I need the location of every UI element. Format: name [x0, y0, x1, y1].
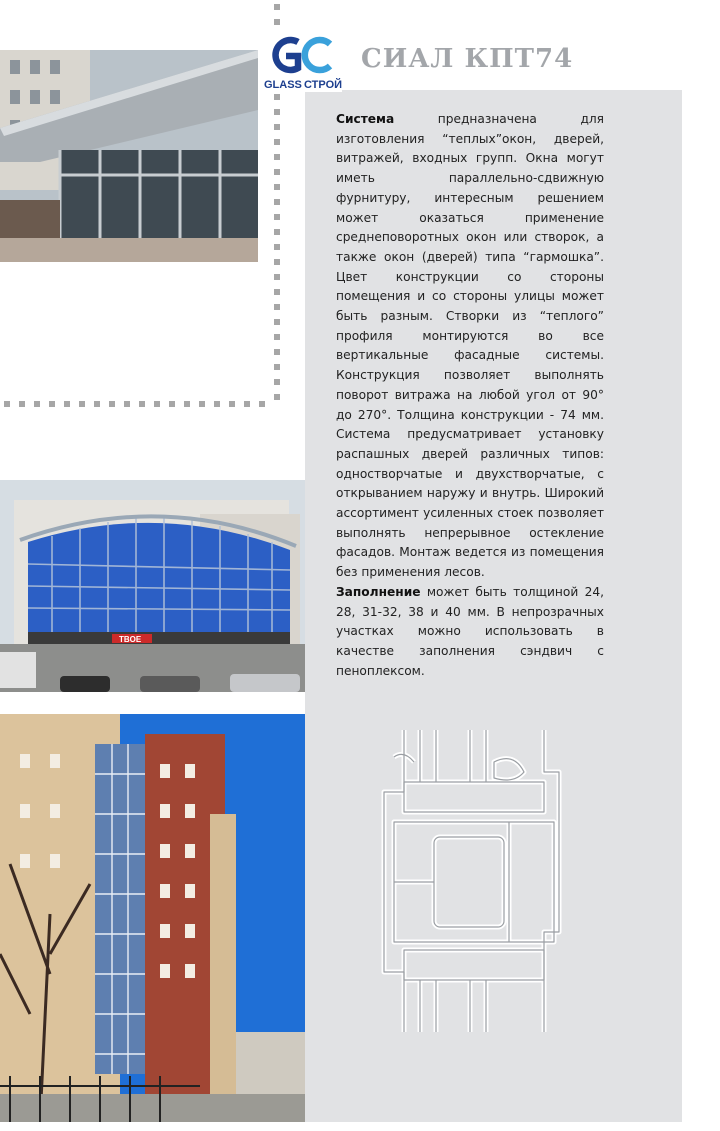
- border-dot: [274, 154, 280, 160]
- border-dot: [274, 274, 280, 280]
- photo-residential-building: [0, 714, 305, 1122]
- border-dot: [274, 124, 280, 130]
- logo-caption-en: GLASS: [264, 79, 302, 91]
- system-text: предназначена для изготовления “теплых”окон, дверей, витражей, входных групп. Окна могут иметь параллельно-сдвижную фурнитуру, интересным решением может оказаться применение среднеповоротных окон или створок, а также окон (дверей) типа “гармошка”. Цвет конструкции со стороны помещения и со стороны улицы может быть разным. Створки из “теплого” профиля монтируются во все вертикальные фасадные системы. Конструкция позволяет выполнять поворот витража на любой угол от 90° до 270°. Толщина конструкции - 74 мм. Система предусматривает установку распашных дверей различных типов: одностворчатые и двухстворчатые, с открыванием наружу и внутрь. Широкий ассортимент усиленных стоек позволяет выполнять непрерывное остекление фасадов. Монтаж ведется из помещения без применения лесов.: [336, 112, 604, 580]
- border-dot: [274, 199, 280, 205]
- profile-cross-section-drawing: [374, 722, 574, 1040]
- border-dot: [154, 401, 160, 407]
- border-dot: [274, 319, 280, 325]
- border-dot: [109, 401, 115, 407]
- border-dot: [259, 401, 265, 407]
- border-dot: [274, 139, 280, 145]
- border-dot: [274, 109, 280, 115]
- border-dot: [79, 401, 85, 407]
- border-dot: [274, 259, 280, 265]
- border-dot: [169, 401, 175, 407]
- border-dot: [274, 94, 280, 100]
- system-term: Система: [336, 112, 395, 126]
- filling-text: может быть толщиной 24, 28, 31-32, 38 и 40 мм. В непрозрачных участках можно использовать в качестве заполнения сэндвич с пеноплексом.: [336, 584, 604, 678]
- border-dot: [229, 401, 235, 407]
- border-dot: [244, 401, 250, 407]
- border-dot: [64, 401, 70, 407]
- border-dot: [274, 229, 280, 235]
- border-dot: [274, 289, 280, 295]
- border-dot: [34, 401, 40, 407]
- description-text: [336, 110, 604, 681]
- border-dot: [274, 214, 280, 220]
- glass-stroy-logo: [262, 30, 342, 92]
- border-dot: [274, 379, 280, 385]
- border-dot: [49, 401, 55, 407]
- border-dot: [274, 169, 280, 175]
- page-title: СИАЛ КПТ74: [361, 44, 574, 74]
- logo-caption-ru: СТРОЙ: [304, 79, 342, 91]
- border-dot: [274, 4, 280, 10]
- photo-entrance-canopy: [0, 50, 258, 262]
- border-dot: [4, 401, 10, 407]
- border-dot: [274, 349, 280, 355]
- border-dot: [274, 19, 280, 25]
- border-dot: [274, 184, 280, 190]
- border-dot: [274, 304, 280, 310]
- dotted-border-horizontal: [4, 401, 280, 407]
- border-dot: [124, 401, 130, 407]
- border-dot: [94, 401, 100, 407]
- photo-curved-glass-facade: [0, 480, 305, 692]
- border-dot: [199, 401, 205, 407]
- border-dot: [139, 401, 145, 407]
- border-dot: [274, 394, 280, 400]
- border-dot: [274, 334, 280, 340]
- border-dot: [184, 401, 190, 407]
- filling-term: Заполнение: [336, 584, 421, 599]
- border-dot: [19, 401, 25, 407]
- border-dot: [274, 244, 280, 250]
- border-dot: [214, 401, 220, 407]
- border-dot: [274, 364, 280, 370]
- shop-sign-text: TBOE: [119, 635, 142, 644]
